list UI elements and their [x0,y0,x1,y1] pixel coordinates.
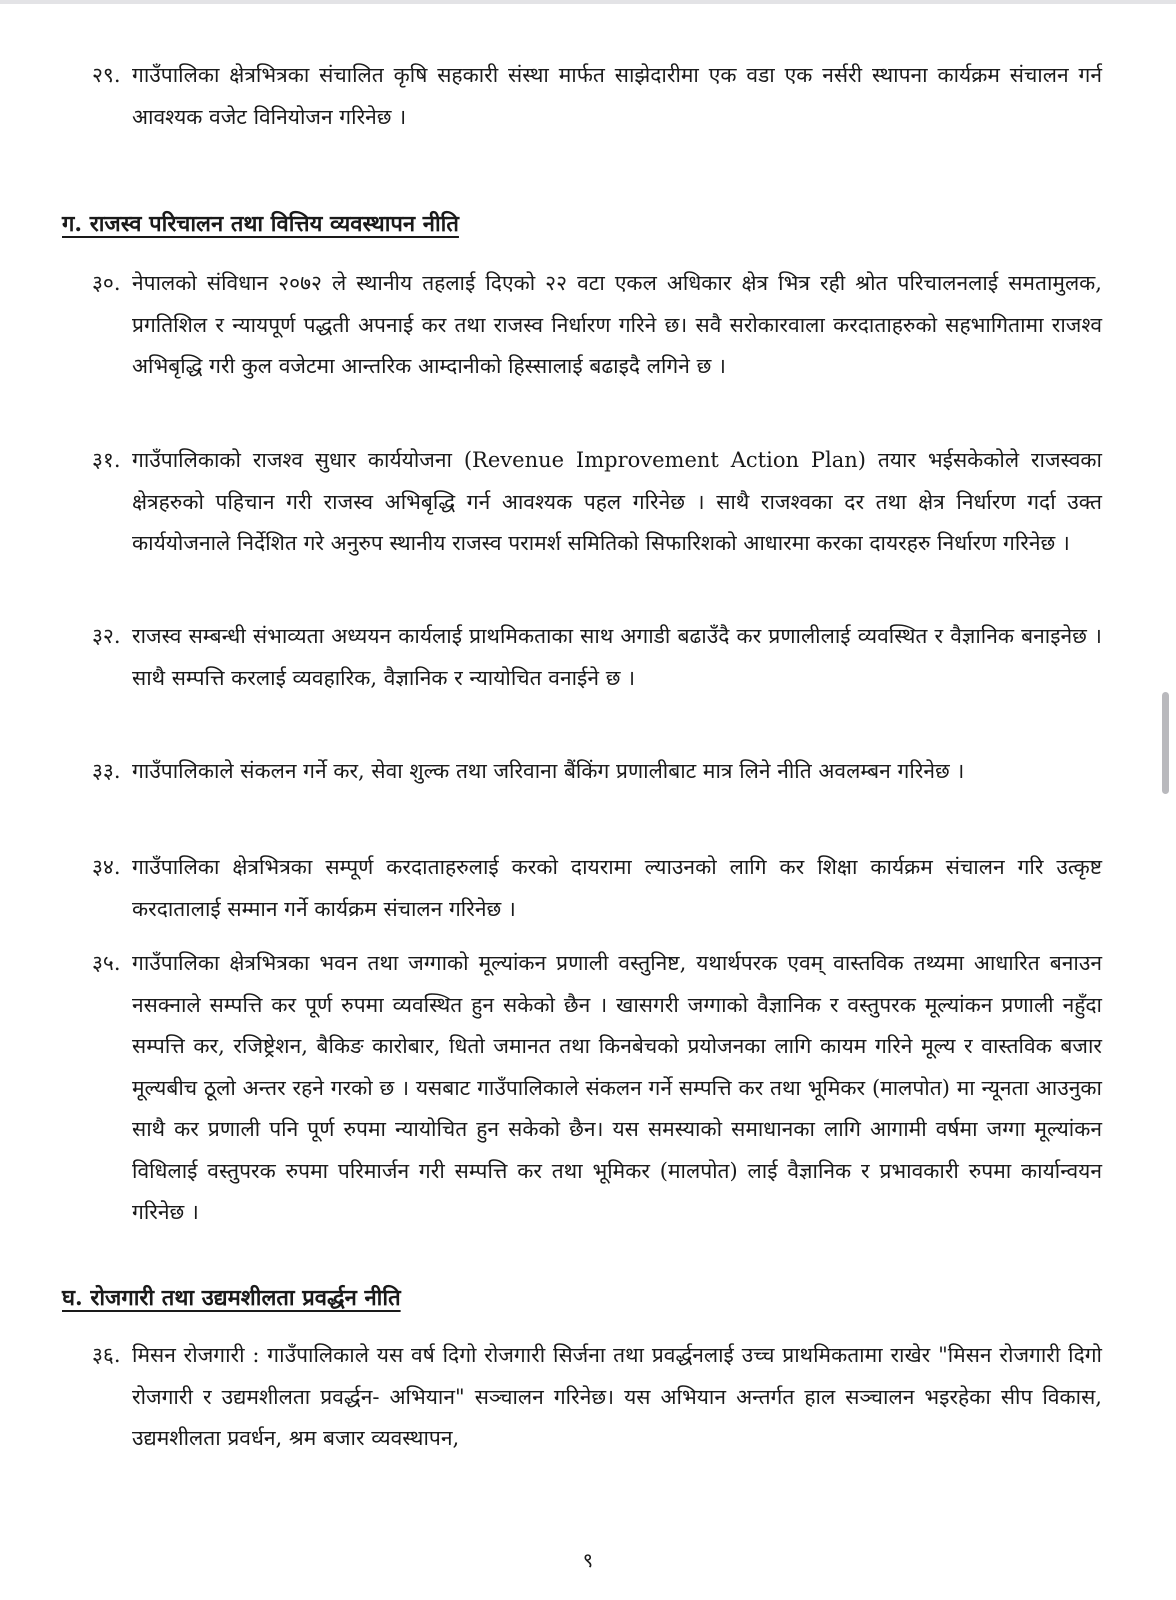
item-text: गाउँपालिकाले संकलन गर्ने कर, सेवा शुल्क तथा जरिवाना बैंकिंग प्रणालीबाट मात्र लिने नीति अवलम्बन गरिनेछ । [132,759,965,783]
policy-item-32 [92,616,1102,699]
item-number: ३२. [92,624,121,648]
policy-item-33 [92,751,1102,793]
item-text: नेपालको संविधान २०७२ ले स्थानीय तहलाई दिएको २२ वटा एकल अधिकार क्षेत्र भित्र रही श्रोत परिचालनलाई समतामुलक, प्रगतिशिल र न्यायपूर्ण पद्धती अपनाई कर तथा राजस्व निर्धारण गरिने छ। सवै सरोकारवाला करदाताहरुको सहभागितामा राजश्व अभिबृद्धि गरी कुल वजेटमा आन्तरिक आम्दानीको हिस्सालाई बढाइदै लगिने छ । [132,271,1102,378]
policy-item-36 [92,1335,1102,1460]
item-number: ३४. [92,855,121,879]
policy-item-29 [92,55,1102,138]
section-heading-employment: घ. रोजगारी तथा उद्यमशीलता प्रवर्द्धन नीति [62,1285,401,1311]
item-number: ३०. [92,271,121,295]
item-number: ३१. [92,448,121,472]
policy-item-34 [92,847,1102,930]
item-number: ३३. [92,759,121,783]
scrollbar-thumb[interactable] [1162,692,1169,794]
page-number: ९ [582,1548,594,1572]
item-text: राजस्व सम्बन्धी संभाव्यता अध्ययन कार्यलाई प्राथमिकताका साथ अगाडी बढाउँदै कर प्रणालीलाई व्यवस्थित र वैज्ञानिक बनाइनेछ । साथै सम्पत्ति करलाई व्यवहारिक, वैज्ञानिक र न्यायोचित वनाईने छ । [132,624,1102,690]
item-text: गाउँपालिका क्षेत्रभित्रका भवन तथा जग्गाको मूल्यांकन प्रणाली वस्तुनिष्ट, यथार्थपरक एवम् वास्तविक तथ्यमा आधारित बनाउन नसक्नाले सम्पत्ति कर पूर्ण रुपमा व्यवस्थित हुन सकेको छैन । खासगरी जग्गाको वैज्ञानिक र वस्तुपरक मूल्यांकन प्रणाली नहुँदा सम्पत्ति कर, रजिष्ट्रेशन, बैकिङ कारोबार, धितो जमानत तथा किनबेचको प्रयोजनका लागि कायम गरिने मूल्य र वास्तविक बजार मूल्यबीच ठूलो अन्तर रहने गरको छ । यसबाट गाउँपालिकाले संकलन गर्ने सम्पत्ति कर तथा भूमिकर (मालपोत) मा न्यूनता आउनुका साथै कर प्रणाली पनि पूर्ण रुपमा न्यायोचित हुन सकेको छैन। यस समस्याको समाधानका लागि आगामी वर्षमा जग्गा मूल्यांकन विधिलाई वस्तुपरक रुपमा परिमार्जन गरी सम्पत्ति कर तथा भूमिकर (मालपोत) लाई वैज्ञानिक र प्रभावकारी रुपमा कार्यान्वयन गरिनेछ । [132,951,1102,1224]
item-text: मिसन रोजगारी : गाउँपालिकाले यस वर्ष दिगो रोजगारी सिर्जना तथा प्रवर्द्धनलाई उच्च प्राथमिकतामा राखेर "मिसन रोजगारी दिगो रोजगारी र उद्यमशीलता प्रवर्द्धन- अभियान" सञ्चालन गरिनेछ। यस अभियान अन्तर्गत हाल सञ्चालन भइरहेका सीप विकास, उद्यमशीलता प्रवर्धन, श्रम बजार व्यवस्थापन, [132,1343,1102,1450]
policy-item-31 [92,440,1102,565]
item-number: ३६. [92,1343,121,1367]
item-text: गाउँपालिकाको राजश्व सुधार कार्ययोजना (Revenue Improvement Action Plan) तयार भईसकेकोले राजस्वका क्षेत्रहरुको पहिचान गरी राजस्व अभिबृद्धि गर्न आवश्यक पहल गरिनेछ । साथै राजश्वका दर तथा क्षेत्र निर्धारण गर्दा उक्त कार्ययोजनाले निर्देशित गरे अनुरुप स्थानीय राजस्व परामर्श समितिको सिफारिशको आधारमा करका दायरहरु निर्धारण गरिनेछ । [132,448,1102,555]
item-text: गाउँपालिका क्षेत्रभित्रका संचालित कृषि सहकारी संस्था मार्फत साझेदारीमा एक वडा एक नर्सरी स्थापना कार्यक्रम संचालन गर्न आवश्यक वजेट विनियोजन गरिनेछ । [132,63,1102,129]
policy-item-30 [92,263,1102,388]
item-text: गाउँपालिका क्षेत्रभित्रका सम्पूर्ण करदाताहरुलाई करको दायरामा ल्याउनको लागि कर शिक्षा कार्यक्रम संचालन गरि उत्कृष्ट करदातालाई सम्मान गर्ने कार्यक्रम संचालन गरिनेछ । [132,855,1102,921]
policy-item-35 [92,943,1102,1234]
item-number: २९. [92,63,121,87]
section-heading-revenue: ग. राजस्व परिचालन तथा वित्तिय व्यवस्थापन नीति [62,211,459,237]
item-number: ३५. [92,951,121,975]
